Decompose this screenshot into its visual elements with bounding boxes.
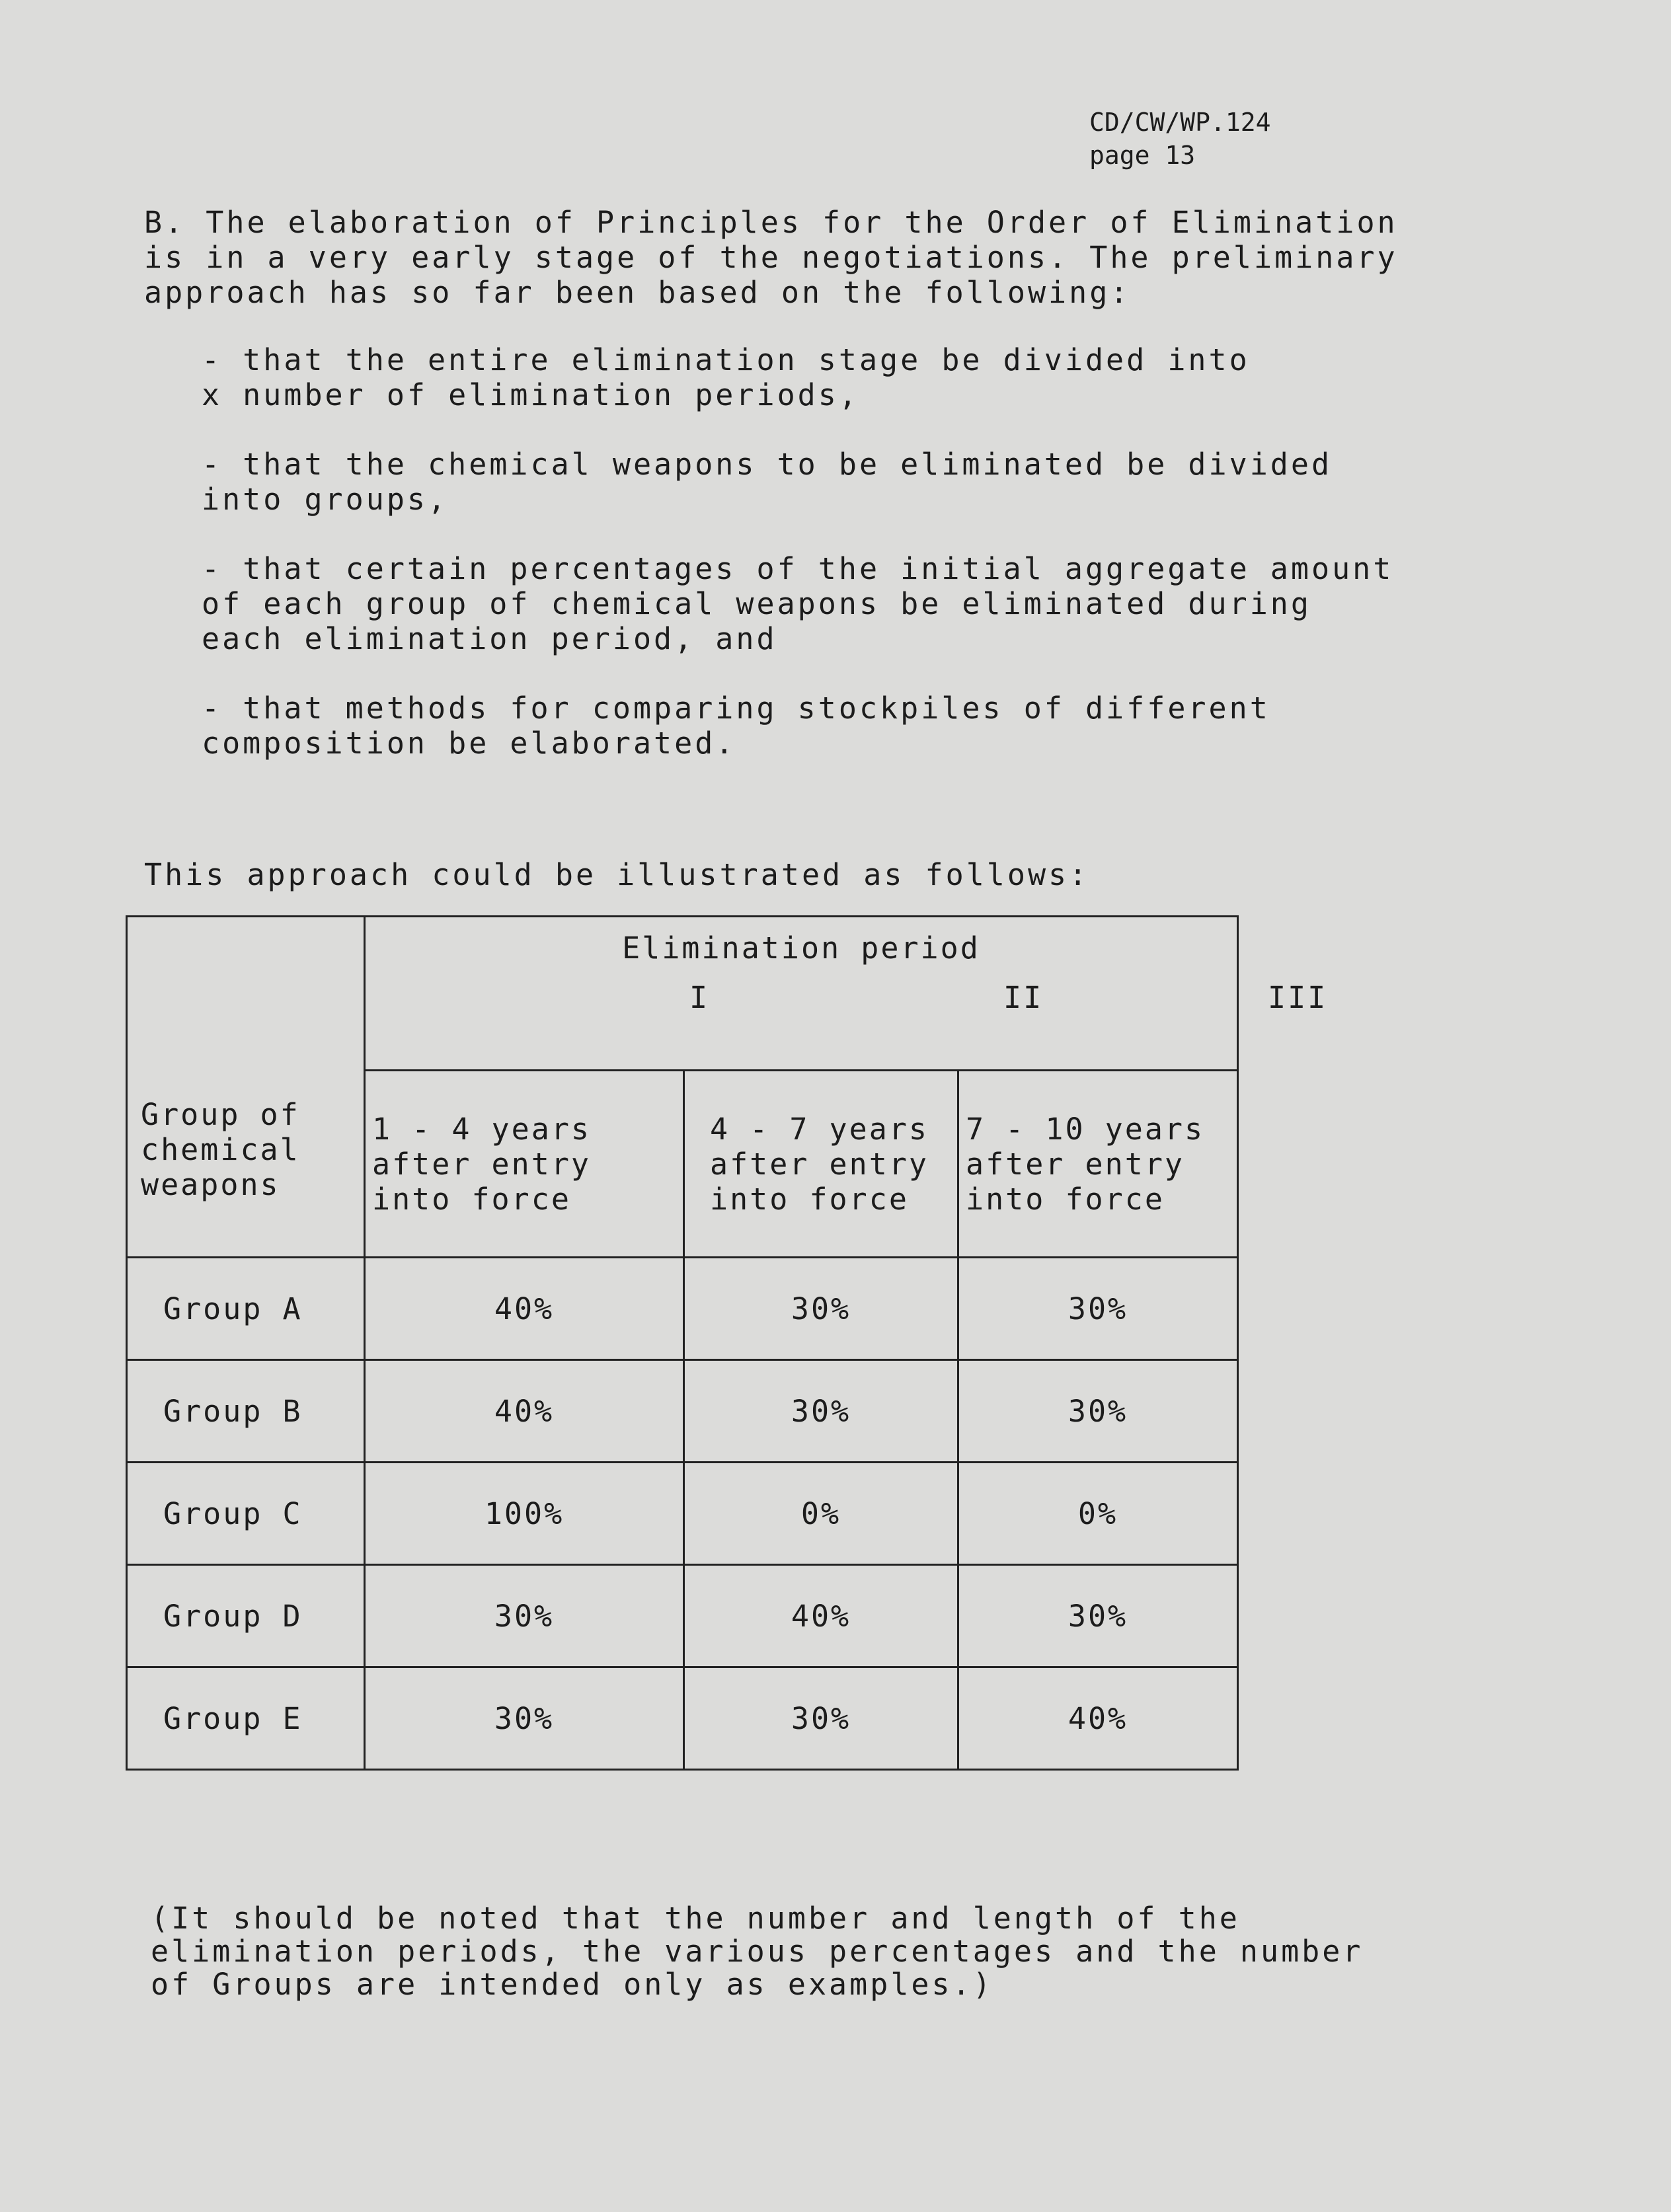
- document-header: [1089, 106, 1271, 172]
- period-range-cell: [684, 1071, 958, 1258]
- group-label: Group D: [163, 1598, 303, 1634]
- bullet-item: - that the chemical weapons to be eliminated be divided into groups,: [202, 447, 1333, 517]
- percentage-cell: 0%: [958, 1463, 1238, 1565]
- group-header: Group of chemical weapons: [141, 1097, 300, 1202]
- period-numeral: III: [1268, 980, 1328, 1015]
- bullet-item: - that methods for comparing stockpiles of different composition be elaborated.: [202, 691, 1270, 761]
- percentage-cell: 40%: [365, 1258, 684, 1360]
- group-label: Group A: [163, 1291, 303, 1326]
- section-b-intro: B. The elaboration of Principles for the Order of Elimination is in a very early stage of the negotiations. The preliminary approach has so far been based on the following:: [144, 205, 1398, 310]
- period-range-cell: [958, 1071, 1238, 1258]
- percentage-cell: 0%: [684, 1463, 958, 1565]
- period-range: 1 - 4 years after entry into force: [372, 1111, 592, 1217]
- percentage-cell: 30%: [958, 1360, 1238, 1463]
- percentage-cell: 30%: [958, 1565, 1238, 1667]
- elimination-table: [126, 915, 1328, 1771]
- period-header-cell: [365, 917, 1328, 1071]
- group-label: Group E: [163, 1700, 303, 1736]
- percentage-cell: 30%: [958, 1258, 1238, 1360]
- period-numeral: I: [689, 980, 710, 1015]
- bullet-item: - that the entire elimination stage be divided into x number of elimination periods,: [202, 342, 1250, 412]
- percentage-cell: 40%: [684, 1565, 958, 1667]
- illustration-intro: This approach could be illustrated as follows:: [144, 857, 1090, 892]
- group-header-cell: [127, 917, 365, 1258]
- bullet-list: [202, 342, 1497, 795]
- percentage-cell: 100%: [365, 1463, 684, 1565]
- period-range: 4 - 7 years after entry into force: [710, 1111, 929, 1217]
- group-label: Group B: [163, 1393, 303, 1429]
- percentage-cell: 30%: [365, 1667, 684, 1770]
- period-range-cell: [365, 1071, 684, 1258]
- percentage-cell: 40%: [958, 1667, 1238, 1770]
- table-row: [127, 1360, 1238, 1463]
- period-title: Elimination period: [622, 931, 980, 966]
- table-row: [127, 1667, 1238, 1770]
- document-reference: CD/CW/WP.124: [1089, 108, 1271, 137]
- table-row: [127, 1463, 1238, 1565]
- page-number: page 13: [1089, 141, 1196, 170]
- footnote: (It should be noted that the number and length of the elimination periods, the various percentages and the number of Groups are intended only as examples.): [151, 1901, 1364, 2002]
- period-range: 7 - 10 years after entry into force: [966, 1111, 1205, 1217]
- group-label: Group C: [163, 1496, 303, 1531]
- percentage-cell: 30%: [365, 1565, 684, 1667]
- percentage-cell: 30%: [684, 1258, 958, 1360]
- percentage-cell: 40%: [365, 1360, 684, 1463]
- percentage-cell: 30%: [684, 1360, 958, 1463]
- percentage-cell: 30%: [684, 1667, 958, 1770]
- bullet-item: - that certain percentages of the initial aggregate amount of each group of chemical weapons be eliminated during each elimination period, and: [202, 551, 1394, 656]
- table-row: [127, 1565, 1238, 1667]
- table-row: [127, 1258, 1238, 1360]
- period-numeral: II: [1003, 980, 1044, 1015]
